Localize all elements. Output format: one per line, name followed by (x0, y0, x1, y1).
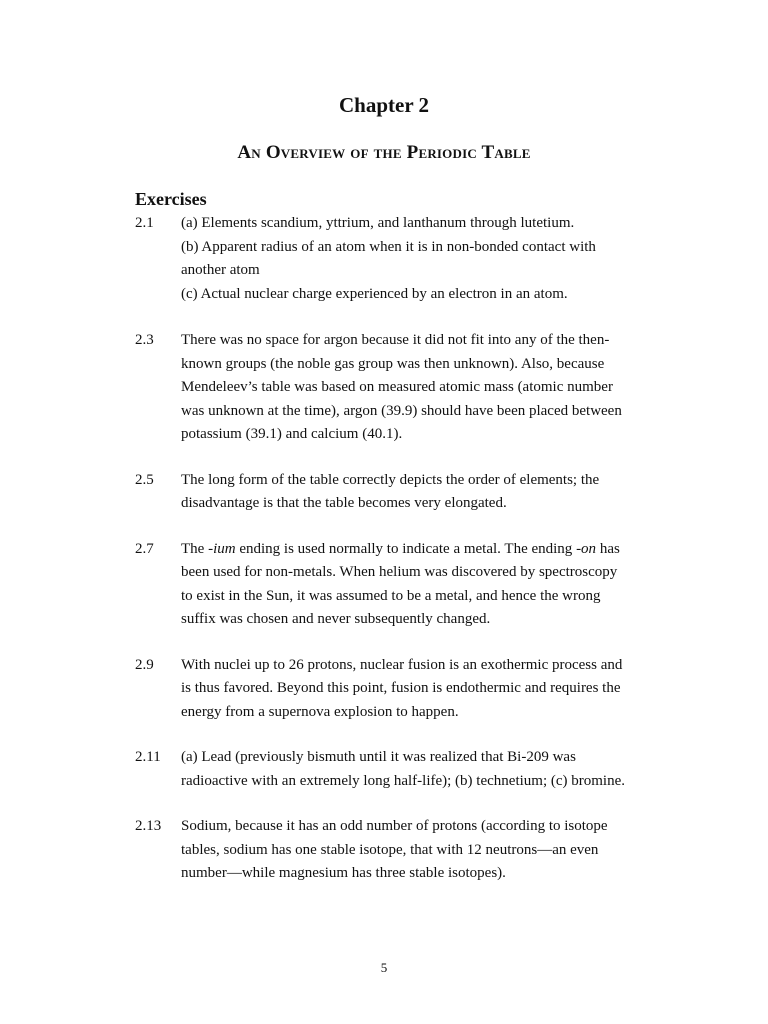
answer-line: The -ium ending is used normally to indicate a metal. The ending -on has (181, 540, 620, 557)
page-number: 5 (380, 960, 388, 975)
answer-line: another atom (181, 262, 260, 278)
answer-line: (b) Apparent radius of an atom when it is in non-bonded contact with (181, 238, 596, 255)
answer-line: (a) Elements scandium, yttrium, and lanthanum through lutetium. (181, 215, 575, 231)
answer-line: known groups (the noble gas group was then unknown). Also, because (181, 355, 605, 372)
exercise-list (135, 212, 635, 886)
answer-line: to exist in the Sun, it was assumed to be a metal, and hence the wrong (181, 587, 601, 604)
exercise-number: 2.13 (135, 818, 162, 834)
answer-line: The long form of the table correctly depicts the order of elements; the (181, 471, 600, 488)
answer-line: disadvantage is that the table becomes very elongated. (181, 495, 507, 511)
exercise-number: 2.3 (135, 332, 154, 348)
exercise-answer (181, 746, 635, 793)
answer-line: tables, sodium has one stable isotope, that with 12 neutrons—an even (181, 841, 599, 858)
answer-line: energy from a supernova explosion to happen. (181, 703, 459, 720)
exercise-number: 2.7 (135, 540, 154, 557)
section-heading: Exercises (135, 189, 207, 209)
exercise-2-5 (135, 469, 635, 516)
chapter-subtitle: An Overview of the Periodic Table (237, 142, 531, 163)
answer-line: There was no space for argon because it did not fit into any of the then- (181, 332, 610, 348)
answer-line: Sodium, because it has an odd number of protons (according to isotope (181, 818, 608, 834)
exercise-answer (181, 538, 635, 632)
answer-line: potassium (39.1) and calcium (40.1). (181, 426, 403, 442)
exercise-number: 2.11 (135, 749, 161, 765)
exercise-answer (181, 815, 635, 886)
exercise-number: 2.9 (135, 656, 154, 673)
exercise-answer (181, 469, 635, 516)
exercise-2-7 (135, 538, 635, 632)
exercise-number: 2.5 (135, 471, 154, 488)
answer-line: was unknown at the time), argon (39.9) should have been placed between (181, 402, 622, 419)
exercise-2-1 (135, 212, 635, 306)
answer-line: With nuclei up to 26 protons, nuclear fusion is an exothermic process and (181, 656, 623, 673)
answer-line: is thus favored. Beyond this point, fusion is endothermic and requires the (181, 680, 621, 696)
exercise-answer (181, 329, 635, 447)
exercise-answer (181, 654, 635, 725)
answer-line: (c) Actual nuclear charge experienced by an electron in an atom. (181, 285, 568, 302)
answer-line: suffix was chosen and never subsequently changed. (181, 611, 491, 627)
answer-line: number—while magnesium has three stable isotopes). (181, 865, 506, 881)
exercise-answer (181, 212, 635, 306)
exercise-2-11 (135, 746, 635, 793)
answer-line: radioactive with an extremely long half-life); (b) technetium; (c) bromine. (181, 772, 625, 789)
chapter-title: Chapter 2 (338, 93, 430, 117)
exercise-number: 2.1 (135, 215, 154, 231)
exercise-2-13 (135, 815, 635, 886)
answer-line: (a) Lead (previously bismuth until it was realized that Bi-209 was (181, 749, 576, 765)
answer-line: Mendeleev’s table was based on measured atomic mass (atomic number (181, 379, 613, 395)
exercise-2-3 (135, 329, 635, 447)
exercise-2-9 (135, 654, 635, 725)
answer-line: been used for non-metals. When helium was discovered by spectroscopy (181, 564, 618, 580)
